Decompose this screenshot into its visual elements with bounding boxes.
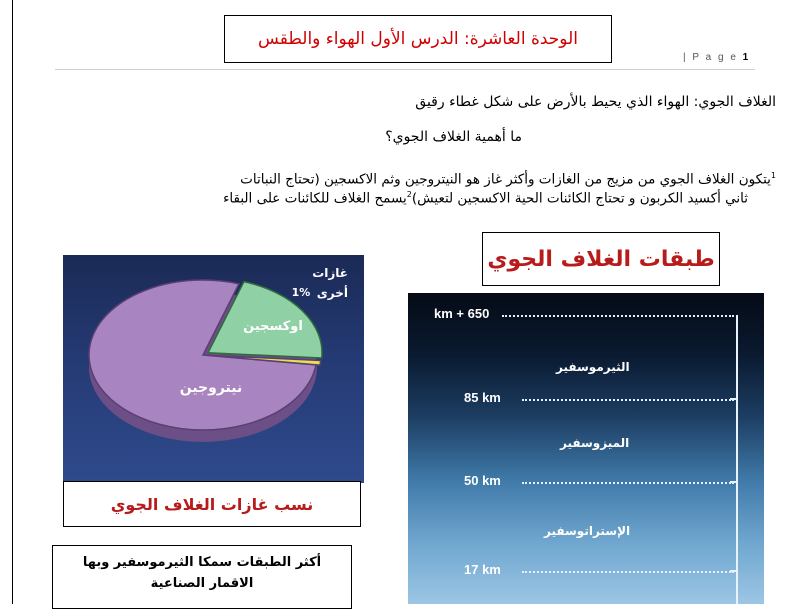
page-margin-line [12,0,13,604]
level-line-650 [502,315,734,317]
header-divider [55,69,755,70]
page-number-value: 1 [742,52,749,63]
layer-name-mesosphere: الميزوسفير [560,436,630,450]
level-label-17: 17 km [464,562,501,577]
answer-line-2-text-b: يسمح الغلاف للكائنات على البقاء [223,190,407,207]
lesson-title: الوحدة العاشرة: الدرس الأول الهواء والطقس [258,29,578,49]
footnote-marker-2: 2 [406,190,412,199]
definition-text: الغلاف الجوي: الهواء الذي يحيط بالأرض على شكل غطاء رقيق [415,94,776,110]
level-tick-85 [730,398,738,400]
level-label-650: km + 650 [434,306,490,321]
page-label: | P a g e [683,52,743,63]
level-line-50 [522,482,734,484]
level-line-17 [522,571,734,573]
answer-line-1 [240,171,776,188]
answer-line-2-text-a: ثاني أكسيد الكربون و تحتاج الكائنات الحية الاكسجين لتعيش) [411,190,748,207]
level-label-50: 50 km [464,473,501,488]
pie-caption: نسب غازات الغلاف الجوي [110,494,314,514]
slice-label-other-percent: 1% [291,286,311,299]
slice-label-oxygen: اوكسجين [243,319,303,334]
level-tick-17 [730,570,738,572]
layer-name-thermosphere: الثيرموسفير [556,360,630,374]
slice-label-other-2: أخرى [316,286,348,300]
level-tick-50 [730,481,738,483]
note-box [52,545,352,609]
note-line-2: الاقمار الصناعية [150,576,254,591]
page-number [683,52,748,63]
answer-line-1-text: يتكون الغلاف الجوي من مزيج من الغازات وأكثر غاز هو النيتروجين وثم الاكسجين (تحتاج النباتات [240,171,771,188]
answer-line-2 [223,190,748,207]
lesson-title-box [224,15,612,63]
footnote-marker-1: 1 [770,171,776,180]
level-line-85 [522,399,734,401]
note-line-1: أكثر الطبقات سمكا الثيرموسفير وبها [82,555,322,570]
slice-label-other-1: غازات [312,266,348,280]
altitude-axis [736,315,738,604]
atmosphere-layers-image [408,293,764,604]
pie-caption-box [63,481,361,527]
question-text: ما أهمية الغلاف الجوي؟ [385,129,522,145]
slice-label-nitrogen: نيتروجين [179,380,243,396]
layers-heading-box [482,232,720,286]
gas-pie-chart [63,255,364,483]
pie-svg [63,255,364,483]
layer-name-stratosphere: الإستراتوسفير [544,524,631,538]
layers-heading: طبقات الغلاف الجوي [487,246,715,272]
level-label-85: 85 km [464,390,501,405]
